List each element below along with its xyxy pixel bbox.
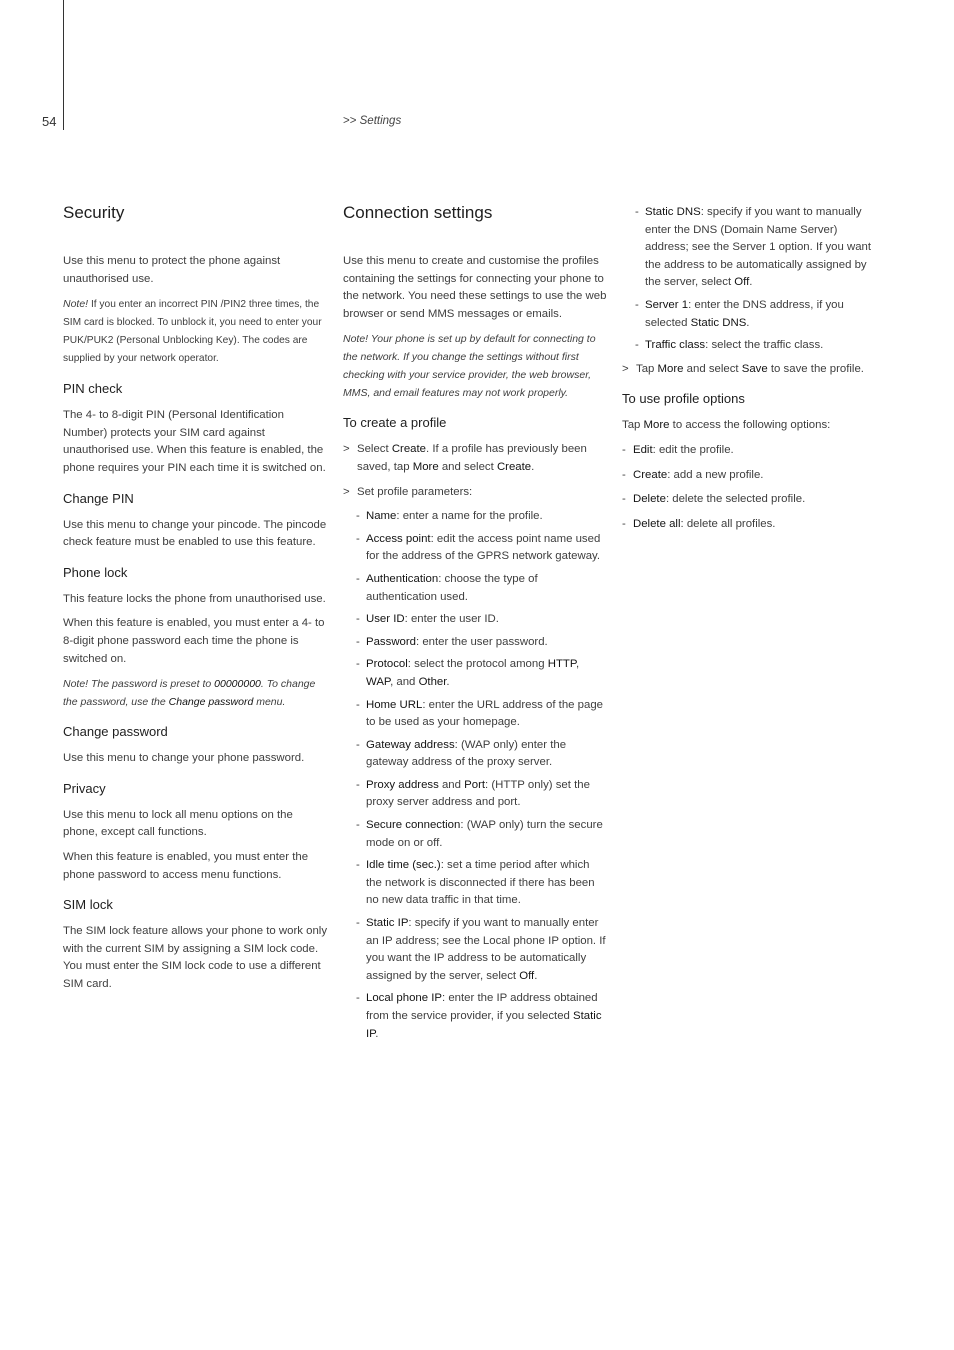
privacy-text-2: When this feature is enabled, you must enter the phone password to access menu functions. [63,850,309,881]
connection-intro: Use this menu to create and customise the profiles containing the settings for connecting your phone to the network. You need these settings to use the web browser or send MMS messages or emails. [343,255,607,320]
param-gateway-address: - Gateway address: (WAP only) enter the gateway address of the proxy server. [356,738,567,769]
option-create: - Create: add a new profile. [622,468,764,481]
page-number: 54 [42,114,57,129]
security-intro: Use this menu to protect the phone against unauthorised use. [63,255,281,285]
param-password: - Password: enter the user password. [356,635,548,648]
step-marker: > [343,443,350,456]
step-marker: > [343,485,350,498]
param-static-ip: - Static IP: specify if you want to manually enter an IP address; see the Local phone IP option. If you want the IP address to be automatically assigned by the server, select Off. [356,917,606,982]
phone-lock-text-1: This feature locks the phone from unauthorised use. [63,592,326,605]
param-idle-time: - Idle time (sec.): set a time period after which the network is disconnected if there has been no new data traffic in that time. [356,859,595,907]
param-proxy-address: - Proxy address and Port: (HTTP only) set the proxy server address and port. [356,778,590,809]
connection-column [343,200,607,1048]
option-edit: - Edit: edit the profile. [622,443,734,456]
step-set-parameters: > Set profile parameters: [343,484,607,502]
param-home-url: - Home URL: enter the URL address of the page to be used as your homepage. [356,698,604,729]
param-static-dns: - Static DNS: specify if you want to manually enter the DNS (Domain Name Server) address; see the Server 1 option. If you want the address to be automatically assigned by the server, select Off. [635,206,872,289]
change-password-text: Use this menu to change your phone password. [63,752,305,765]
param-traffic-class: - Traffic class: select the traffic class. [635,339,824,352]
param-authentication: - Authentication: choose the type of authentication used. [356,572,538,603]
privacy-text-1: Use this menu to lock all menu options on the phone, except call functions. [63,808,293,839]
step-save-profile: > Tap More and select Save to save the profile. [622,361,884,379]
profile-options-intro: Tap More to access the following options: [622,419,831,432]
breadcrumb-section: Settings [359,115,402,127]
param-name: - Name: enter a name for the profile. [356,510,543,523]
param-server-1: - Server 1: enter the DNS address, if you selected Static DNS. [635,298,844,329]
connection-title: Connection settings [343,203,493,222]
pin-check-heading: PIN check [63,381,123,397]
phone-lock-text-2: When this feature is enabled, you must enter a 4- to 8-digit phone password each time the phone is switched on. [63,617,325,665]
security-column [63,200,329,1000]
phone-lock-heading: Phone lock [63,564,128,580]
option-delete: - Delete: delete the selected profile. [622,493,806,506]
step-marker: > [622,362,629,375]
change-pin-text: Use this menu to change your pincode. The pincode check feature must be enabled to use this feature. [63,518,327,549]
param-local-phone-ip: - Local phone IP: enter the IP address obtained from the service provider, if you selected Static IP. [356,992,602,1040]
param-access-point: - Access point: edit the access point name used for the address of the GPRS network gateway. [356,532,601,563]
change-password-heading: Change password [63,724,168,740]
connection-column-continued [622,204,884,540]
connection-note: Note! Your phone is set up by default for connecting to the network. If you change the settings without first checking with your service provider, the web browser, MMS, and email features may not work properly. [343,333,596,400]
header-rule [63,0,64,130]
phone-lock-note: Note! The password is preset to 00000000. To change the password, use the Change password menu. [63,678,316,709]
param-protocol: - Protocol: select the protocol among HTTP, WAP, and Other. [356,658,580,688]
breadcrumb: >> Settings [343,115,402,127]
create-profile-heading: To create a profile [343,415,447,431]
param-user-id: - User ID: enter the user ID. [356,613,499,626]
option-delete-all: - Delete all: delete all profiles. [622,517,776,530]
param-secure-connection: - Secure connection: (WAP only) turn the secure mode on or off. [356,819,603,849]
pin-check-text: The 4- to 8-digit PIN (Personal Identification Number) protects your SIM card against unauthorised use. When this feature is enabled, the phone requires your PIN each time it is switched on. [63,409,326,474]
profile-options-heading: To use profile options [622,391,745,407]
change-pin-heading: Change PIN [63,490,134,506]
sim-lock-heading: SIM lock [63,897,113,913]
security-note: Note! If you enter an incorrect PIN /PIN2 three times, the SIM card is blocked. To unblock it, you need to enter your PUK/PUK2 (Personal Unblocking Key). The codes are supplied by your network operator. [63,298,322,365]
sim-lock-text: The SIM lock feature allows your phone to work only with the current SIM by assigning a SIM lock code. You must enter the SIM lock code to use a different SIM card. [63,925,328,990]
privacy-heading: Privacy [63,780,106,796]
security-title: Security [63,203,125,222]
step-select-create: > Select Create. If a profile has previously been saved, tap More and select Create. [343,441,607,476]
